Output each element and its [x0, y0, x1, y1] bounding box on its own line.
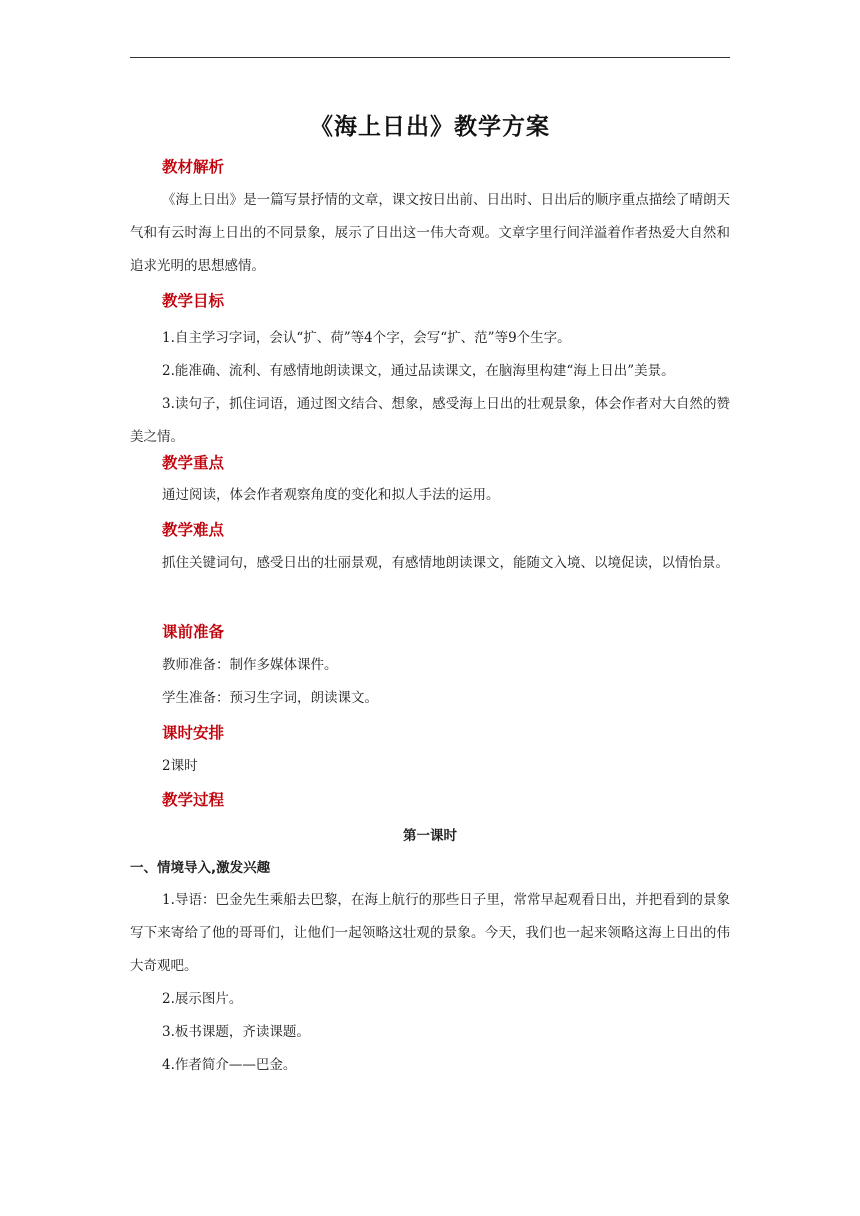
goals-list	[130, 322, 730, 454]
section-analysis	[130, 157, 730, 177]
prep-teacher: 教师准备：制作多媒体课件。	[162, 657, 338, 673]
analysis-body	[130, 184, 730, 283]
part1-title: 一、情境导入,激发兴趣	[130, 860, 271, 876]
section-focus	[130, 453, 730, 473]
section-heading-goals: 教学目标	[162, 292, 225, 310]
section-process	[130, 790, 730, 810]
header-rule	[130, 57, 730, 58]
lesson-title-wrap	[130, 826, 730, 846]
focus-paragraph: 通过阅读，体会作者观察角度的变化和拟人手法的运用。	[162, 487, 500, 503]
goal-item-3: 3.读句子，抓住词语，通过图文结合、想象，感受海上日出的壮观景象，体会作者对大自然的赞美之情。	[130, 396, 730, 445]
prep-body	[130, 649, 730, 715]
analysis-paragraph: 《海上日出》是一篇写景抒情的文章，课文按日出前、日出时、日出后的顺序重点描绘了晴朗天气和有云时海上日出的不同景象，展示了日出这一伟大奇观。文章字里行间洋溢着作者热爱大自然和追求光明的思想感情。	[130, 192, 730, 274]
focus-body	[130, 479, 730, 512]
process-step-1: 1.导语：巴金先生乘船去巴黎，在海上航行的那些日子里，常常早起观看日出，并把看到的景象写下来寄给了他的哥哥们，让他们一起领略这壮观的景象。今天，我们也一起来领略这海上日出的伟大奇观吧。	[130, 892, 730, 974]
difficulty-paragraph: 抓住关键词句，感受日出的壮丽景观，有感情地朗读课文，能随文入境、以境促读，以情怡景。	[162, 555, 729, 571]
process-steps	[130, 884, 730, 1082]
goal-item-2: 2.能准确、流利、有感情地朗读课文，通过品读课文，在脑海里构建“海上日出”美景。	[162, 363, 675, 379]
prep-student: 学生准备：预习生字词，朗读课文。	[162, 690, 378, 706]
part1-title-wrap	[130, 858, 730, 878]
document-title: 《海上日出》教学方案	[310, 114, 550, 140]
section-heading-focus: 教学重点	[162, 454, 225, 472]
section-heading-process: 教学过程	[162, 791, 225, 809]
difficulty-body	[130, 547, 730, 580]
section-heading-schedule: 课时安排	[162, 724, 225, 742]
section-goals	[130, 291, 730, 311]
section-schedule	[130, 723, 730, 743]
section-heading-analysis: 教材解析	[162, 158, 225, 176]
section-prep	[130, 622, 730, 642]
schedule-text: 2课时	[162, 758, 198, 774]
process-step-4: 4.作者简介——巴金。	[162, 1057, 297, 1073]
schedule-body	[130, 750, 730, 783]
section-difficulty	[130, 520, 730, 540]
section-heading-prep: 课前准备	[162, 623, 225, 641]
goal-item-1: 1.自主学习字词，会认“扩、荷”等4个字，会写“扩、范”等9个生字。	[162, 330, 571, 346]
lesson-title: 第一课时	[403, 828, 457, 844]
process-step-2: 2.展示图片。	[162, 991, 243, 1007]
section-heading-difficulty: 教学难点	[162, 521, 225, 539]
process-step-3: 3.板书课题，齐读课题。	[162, 1024, 310, 1040]
